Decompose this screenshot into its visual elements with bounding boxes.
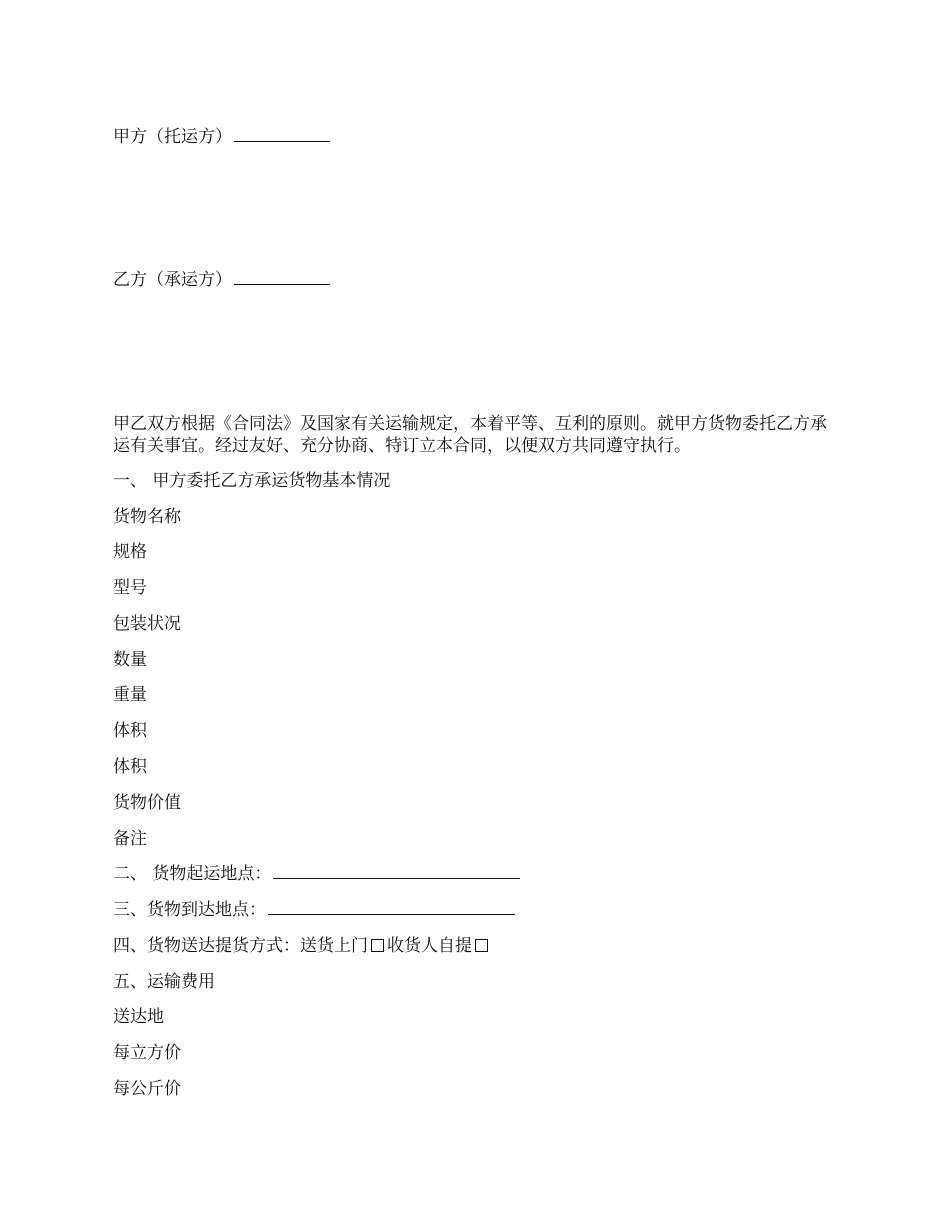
item-volume: 体积 (113, 721, 147, 741)
intro-paragraph: 甲乙双方根据《合同法》及国家有关运输规定，本着平等、互利的原则。就甲方货物委托乙方承运有关事宜。经过友好、充分协商、特订立本合同，以便双方共同遵守执行。 (113, 414, 827, 456)
door-delivery-checkbox[interactable] (371, 939, 384, 952)
item-remarks: 备注 (113, 829, 147, 849)
item-volume-2: 体积 (113, 757, 147, 777)
section-2-label: 二、 货物起运地点： (113, 864, 272, 884)
option-self-pickup: 收货人自提 (387, 936, 472, 956)
fee-destination: 送达地 (113, 1007, 164, 1027)
origin-blank[interactable] (273, 864, 520, 879)
party-b-blank[interactable] (234, 270, 330, 285)
item-spec: 规格 (113, 542, 147, 562)
party-b-line (113, 269, 330, 291)
section-3-line (113, 899, 515, 921)
item-value: 货物价值 (113, 793, 181, 813)
section-2-line (113, 863, 520, 885)
item-model: 型号 (113, 578, 147, 598)
party-a-blank[interactable] (234, 127, 330, 142)
section-4-line (113, 935, 491, 957)
fee-per-kg: 每公斤价 (113, 1079, 181, 1099)
option-door-delivery: 送货上门 (300, 936, 368, 956)
self-pickup-checkbox[interactable] (475, 939, 488, 952)
party-a-label: 甲方（托运方） (113, 127, 232, 147)
section-4-label: 四、货物送达提货方式： (113, 936, 300, 956)
item-quantity: 数量 (113, 650, 147, 670)
fee-per-cubic: 每立方价 (113, 1043, 181, 1063)
party-b-label: 乙方（承运方） (113, 270, 232, 290)
item-weight: 重量 (113, 685, 147, 705)
destination-blank[interactable] (268, 900, 515, 915)
item-cargo-name: 货物名称 (113, 507, 181, 527)
section-5-title: 五、运输费用 (113, 972, 215, 992)
party-a-line (113, 126, 330, 148)
section-1-title: 一、 甲方委托乙方承运货物基本情况 (113, 471, 391, 491)
section-3-label: 三、货物到达地点： (113, 900, 266, 920)
item-packaging: 包装状况 (113, 614, 181, 634)
